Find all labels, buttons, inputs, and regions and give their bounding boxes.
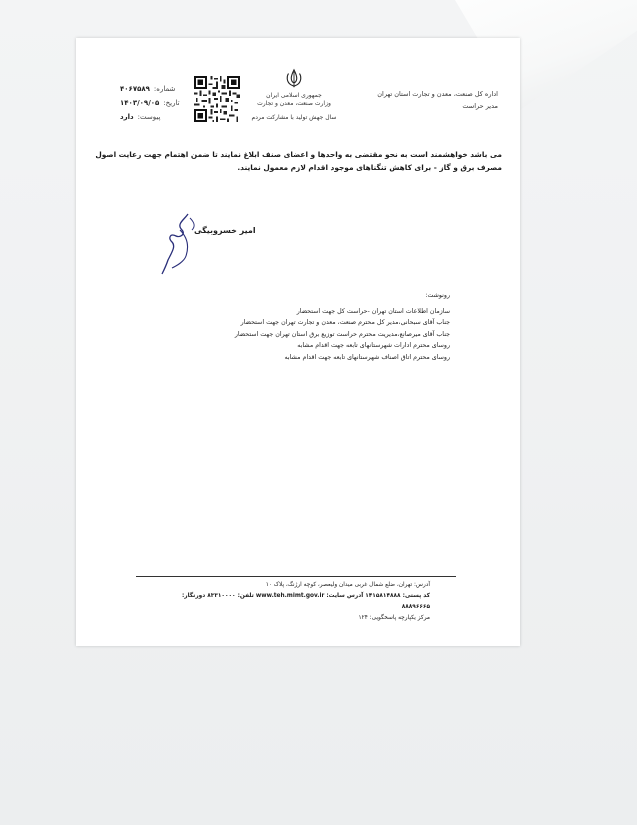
footer-callcenter: مرکز یکپارچه پاسخگویی: ۱۲۴ xyxy=(358,615,430,621)
letter-attachment-row xyxy=(120,110,190,124)
footer-address: آدرس: تهران، ضلع شمال غربی میدان ولیعصر، کوچه ارژنگ، پلاک ۱۰ xyxy=(265,582,430,588)
year-slogan: سال جهش تولید با مشارکت مردم xyxy=(251,114,337,121)
footer-divider xyxy=(136,576,456,577)
signatory-name: امیر خسروبیگی xyxy=(194,226,256,235)
cc-item: روسای محترم اتاق اصناف شهرستانهای تابعه جهت اقدام مشابه xyxy=(284,353,450,361)
letter-footer xyxy=(160,580,430,624)
cc-item: سازمان اطلاعات استان تهران -حراست کل جهت استحضار xyxy=(296,307,450,315)
attachment-label: پیوست: xyxy=(137,113,161,121)
emblem-line-2: وزارت صنعت، معدن و تجارت xyxy=(257,100,331,107)
cc-item: روسای محترم ادارات شهرستانهای تابعه جهت اقدام مشابه xyxy=(297,342,450,349)
handwritten-signature xyxy=(146,208,216,278)
sender-org: اداره کل صنعت، معدن و تجارت استان تهران xyxy=(377,90,498,98)
date-label: تاریخ: xyxy=(163,99,180,107)
cc-list xyxy=(170,290,450,363)
qr-code xyxy=(194,76,240,122)
cc-item: جناب آقای میرصانع،مدیریت محترم حراست توزیع برق استان تهران جهت استحضار xyxy=(234,330,450,338)
iran-emblem-icon xyxy=(283,68,305,90)
footer-contact: کد پستی: ۱۴۱۵۸۱۴۸۸۸ آدرس سایت: www.teh.mimt.gov.ir تلفن: ۸۳۳۱۰۰۰۰ دورنگار: ۸۸۸۹۶۶۶۵ xyxy=(181,593,430,610)
emblem-block xyxy=(244,68,344,122)
emblem-line-1: جمهوری اسلامی ایران xyxy=(266,92,322,99)
letter-number-row xyxy=(120,82,190,96)
attachment-value: دارد xyxy=(120,113,134,121)
letter-body: می باشد خواهشمند است به نحو مقتضی به واحدها و اعضای صنف ابلاغ نمایند تا ضمن اهتمام جهت رعایت اصول مصرف برق و گاز - برای کاهش تنگناهای موجود اقدام لازم معمول نمایند. xyxy=(95,150,502,172)
number-value: ۴۰۶۷۵۸۹ xyxy=(120,85,150,93)
date-value: ۱۴۰۳/۰۹/۰۵ xyxy=(120,99,160,107)
letter-meta xyxy=(120,82,190,124)
cc-item: جناب آقای سبحانی،مدیر کل محترم صنعت، معدن و تجارت تهران جهت استحضار xyxy=(240,319,450,326)
sender-block xyxy=(368,88,498,112)
number-label: شماره: xyxy=(153,85,176,93)
letter-date-row xyxy=(120,96,190,110)
letter-page xyxy=(76,38,520,646)
sender-title: مدیر حراست xyxy=(462,102,498,110)
cc-heading: رونوشت: xyxy=(425,292,450,299)
